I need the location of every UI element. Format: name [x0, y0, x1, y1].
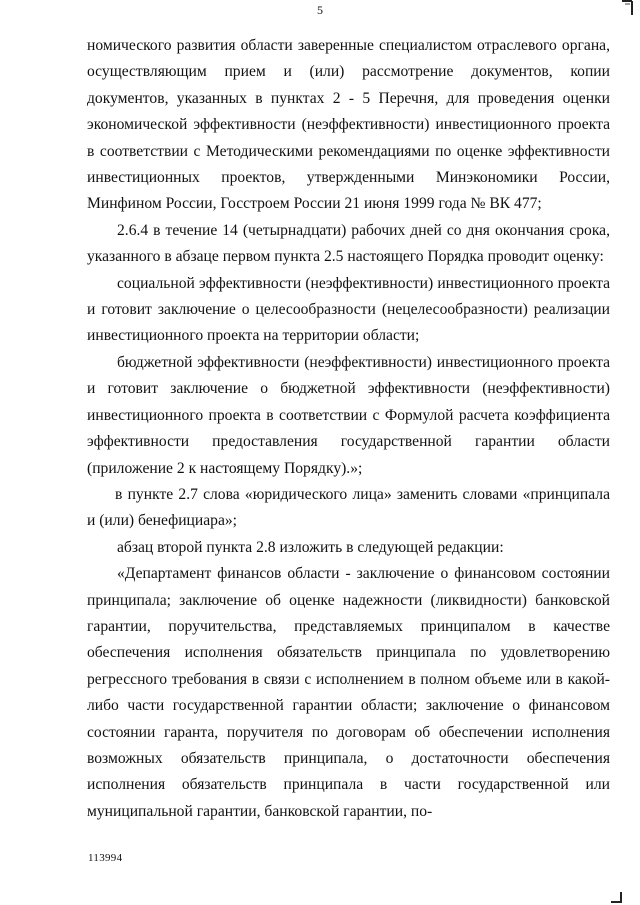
paragraph-quoted-text: «Департамент финансов области - заключение о финансовом состоянии принципала; заключение об оценке надежности (ликвидности) банковской гарантии, поручительства, представляемых принципалом в качестве обеспечения исполнения обязательств принципала по удовлетворению регрессного требования в связи с исполнением в полном объеме или в какой-либо части государственной гарантии области; заключение о финансовом состоянии гаранта, поручителя по договорам об обеспечении исполнения возможных обязательств принципала, о достаточности обеспечения исполнения обязательств принципала в части государственной или муниципальной гарантии, банковской гарантии, по- [87, 565, 610, 820]
corner-mark-icon [620, 0, 634, 16]
paragraph-social-efficiency: социальной эффективности (неэффективности) инвестиционного проекта и готовит заключение о целесообразности (нецелесообразности) реализации инвестиционного проекта на территории области; [87, 274, 610, 345]
paragraph-item-2-8: абзац второй пункта 2.8 изложить в следующей редакции: [117, 538, 504, 556]
paragraph-item-2-7: в пункте 2.7 слова «юридического лица» заменить словами «принципала и (или) бенефициара»; [87, 485, 610, 530]
document-code: 113994 [88, 852, 123, 864]
paragraph-item-2-6-4: 2.6.4 в течение 14 (четырнадцати) рабочих дней со дня окончания срока, указанного в абзаце первом пункта 2.5 настоящего Порядка проводит оценку: [87, 221, 610, 266]
paragraph-budget-efficiency: бюджетной эффективности (неэффективности) инвестиционного проекта и готовит заключение о бюджетной эффективности (неэффективности) инвестиционного проекта в соответствии с Формулой расчета коэффициента эффективности предоставления государственной гарантии области (приложение 2 к настоящему Порядку).»; [87, 353, 610, 477]
document-body [87, 33, 610, 825]
paragraph-continuation: номического развития области заверенные специалистом отраслевого органа, осуществляющим прием и (или) рассмотрение документов, копии документов, указанных в пунктах 2 - 5 Перечня, для проведения оценки экономической эффективности (неэффективности) инвестиционного проекта в соответствии с Методическими рекомендациями по оценке эффективности инвестиционных проектов, утвержденными Минэкономики России, Минфином России, Госстроем России 21 июня 1999 года № ВК 477; [87, 37, 610, 213]
page-number: 5 [317, 3, 323, 17]
corner-mark-bottom-icon [610, 891, 622, 903]
